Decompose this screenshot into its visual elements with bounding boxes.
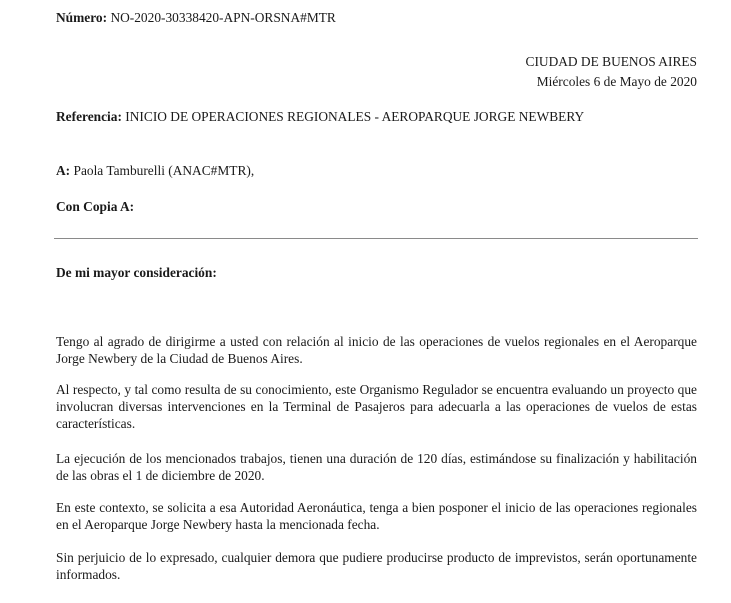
recipient-line <box>56 163 254 179</box>
body-paragraph: Al respecto, y tal como resulta de su conocimiento, este Organismo Regulador se encuentra evaluando un proyecto que involucran diversas intervenciones en la Terminal de Pasajeros para adecuarla a las operaciones de vuelos de estas características. <box>56 382 697 431</box>
greeting: De mi mayor consideración: <box>56 265 217 280</box>
recipient-label: A: <box>56 163 71 178</box>
document-date: Miércoles 6 de Mayo de 2020 <box>536 74 697 89</box>
separator-rule <box>54 238 698 239</box>
document-number-value: NO-2020-30338420-APN-ORSNA#MTR <box>110 10 336 25</box>
reference-value: INICIO DE OPERACIONES REGIONALES - AEROPARQUE JORGE NEWBERY <box>125 109 585 124</box>
recipient-value: Paola Tamburelli (ANAC#MTR), <box>73 163 255 178</box>
body-paragraph: Sin perjuicio de lo expresado, cualquier demora que pudiere producirse producto de imprevistos, serán oportunamente informados. <box>56 550 697 582</box>
document-number <box>56 10 336 26</box>
reference-label: Referencia: <box>56 109 122 124</box>
document-number-label: Número: <box>56 10 108 25</box>
body-paragraph: Tengo al agrado de dirigirme a usted con relación al inicio de las operaciones de vuelos regionales en el Aeroparque Jorge Newbery de la Ciudad de Buenos Aires. <box>56 334 697 366</box>
body-paragraph: La ejecución de los mencionados trabajos, tienen una duración de 120 días, estimándose su finalización y habilitación de las obras el 1 de diciembre de 2020. <box>56 451 697 483</box>
body-paragraph: En este contexto, se solicita a esa Autoridad Aeronáutica, tenga a bien posponer el inicio de las operaciones regionales en el Aeroparque Jorge Newbery hasta la mencionada fecha. <box>56 500 697 532</box>
copy-to-label: Con Copia A: <box>56 199 135 214</box>
reference-line <box>56 109 584 125</box>
document-city: CIUDAD DE BUENOS AIRES <box>525 54 697 69</box>
